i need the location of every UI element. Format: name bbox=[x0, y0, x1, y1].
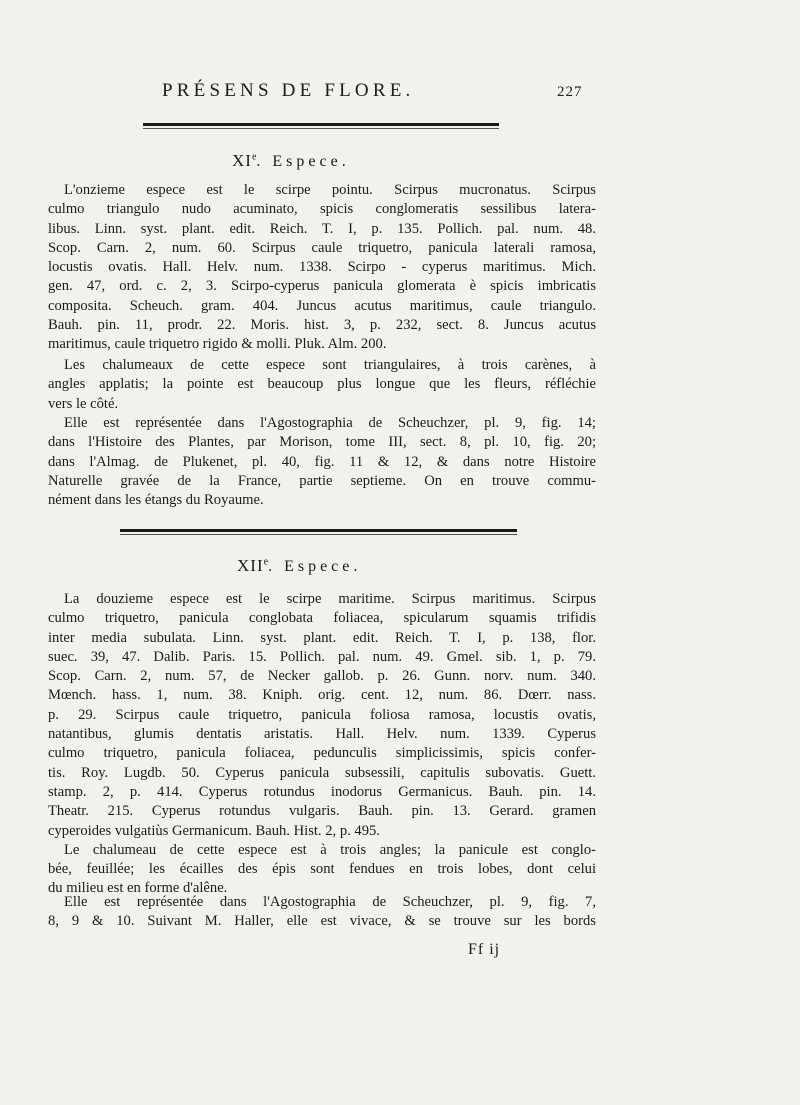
text-line: p. 29. Scirpus caule triquetro, panicula foliosa ramosa, locustis ovatis, bbox=[48, 706, 596, 723]
text-line: stamp. 2, p. 414. Cyperus rotundus inodorus Germanicus. Bauh. pin. 14. bbox=[48, 783, 596, 800]
text-line: Bauh. pin. 11, prodr. 22. Moris. hist. 3, p. 232, sect. 8. Juncus acutus bbox=[48, 317, 596, 334]
text-line: culmo triangulo nudo acuminato, spicis conglomeratis sessilibus latera- bbox=[48, 201, 596, 218]
section-number: XII bbox=[237, 556, 264, 575]
text-line: Les chalumeaux de cette espece sont triangulaires, à trois carènes, à bbox=[64, 357, 596, 373]
text-line: dans l'Histoire des Plantes, par Morison, tome III, sect. 8, pl. 10, fig. 20; bbox=[48, 434, 596, 451]
text-line: maritimus, caule triquetro rigido & molli. Pluk. Alm. 200. bbox=[48, 336, 387, 353]
text-line: Theatr. 215. Cyperus rotundus vulgaris. Bauh. pin. 13. Gerard. gramen bbox=[48, 803, 596, 820]
text-line: Mœnch. hass. 1, num. 38. Kniph. orig. cent. 12, num. 86. Dœrr. nass. bbox=[48, 687, 596, 704]
text-line: culmo triquetro, panicula foliacea, pedunculis simplicissimis, spicis confer- bbox=[48, 745, 596, 762]
section-heading-xii bbox=[237, 556, 361, 576]
text-line: tis. Roy. Lugdb. 50. Cyperus panicula subsessili, capitulis subovatis. Guett. bbox=[48, 764, 596, 781]
paragraph-xii-illustrations bbox=[48, 893, 596, 932]
text-line: L'onzieme espece est le scirpe pointu. Scirpus mucronatus. Scirpus bbox=[64, 182, 596, 198]
paragraph-xi-synonymy bbox=[48, 181, 596, 355]
text-line: libus. Linn. syst. plant. edit. Reich. T. I, p. 135. Pollich. pal. num. 48. bbox=[48, 220, 596, 237]
section-number: XI bbox=[232, 151, 252, 170]
text-line: nément dans les étangs du Royaume. bbox=[48, 492, 264, 509]
text-line: Le chalumeau de cette espece est à trois angles; la panicule est conglo- bbox=[64, 841, 596, 858]
text-line: angles applatis; la pointe est beaucoup plus longue que les fleurs, réfléchie bbox=[48, 376, 596, 393]
text-line: suec. 39, 47. Dalib. Paris. 15. Pollich. pal. num. 49. Gmel. sib. 1, p. 79. bbox=[48, 648, 596, 665]
paragraph-xi-illustrations bbox=[48, 414, 596, 510]
text-line: du milieu est en forme d'alêne. bbox=[48, 880, 228, 897]
running-head: PRÉSENS DE FLORE. bbox=[162, 80, 415, 101]
text-line: Scop. Carn. 2, num. 60. Scirpus caule triquetro, panicula laterali ramosa, bbox=[48, 239, 596, 256]
section-heading-xi bbox=[232, 151, 350, 171]
ordinal-suffix: e bbox=[263, 556, 269, 568]
section-rule bbox=[120, 529, 517, 532]
text-line: gen. 47, ord. c. 2, 3. Scirpo-cyperus panicula glomerata è spicis imbricatis bbox=[48, 278, 596, 295]
paragraph-xi-description bbox=[48, 356, 596, 414]
ordinal-suffix: e bbox=[251, 151, 257, 163]
text-line: Scop. Carn. 2, num. 57, de Necker gallob. p. 26. Gunn. norv. num. 340. bbox=[48, 668, 596, 685]
section-word: . Espece. bbox=[256, 153, 350, 170]
page-number: 227 bbox=[557, 84, 583, 100]
text-line: Naturelle gravée de la France, partie septieme. On en trouve commu- bbox=[48, 472, 596, 489]
section-word: . Espece. bbox=[268, 558, 362, 575]
text-line: 8, 9 & 10. Suivant M. Haller, elle est vivace, & se trouve sur les bords bbox=[48, 913, 596, 930]
text-line: Elle est représentée dans l'Agostographia de Scheuchzer, pl. 9, fig. 14; bbox=[64, 415, 596, 431]
text-line: culmo triquetro, panicula conglobata foliacea, spicularum squamis trifidis bbox=[48, 610, 596, 627]
paragraph-xii-synonymy bbox=[48, 590, 596, 899]
text-line: natantibus, glumis dentatis aristatis. Hall. Helv. num. 1339. Cyperus bbox=[48, 726, 596, 743]
text-line: bée, feuillée; les écailles des épis sont fendues en trois lobes, dont celui bbox=[48, 861, 596, 878]
header-rule bbox=[143, 123, 499, 126]
text-line: inter media subulata. Linn. syst. plant. edit. Reich. T. I, p. 138, flor. bbox=[48, 629, 596, 646]
signature-mark: Ff ij bbox=[468, 941, 501, 958]
text-line: composita. Scheuch. gram. 404. Juncus acutus maritimus, caule triangulo. bbox=[48, 297, 596, 314]
text-line: Elle est représentée dans l'Agostographia de Scheuchzer, pl. 9, fig. 7, bbox=[64, 894, 596, 910]
text-line: vers le côté. bbox=[48, 395, 119, 412]
text-line: La douzieme espece est le scirpe maritime. Scirpus maritimus. Scirpus bbox=[64, 591, 596, 607]
text-line: dans l'Almag. de Plukenet, pl. 40, fig. 11 & 12, & dans notre Histoire bbox=[48, 453, 596, 470]
text-line: locustis ovatis. Hall. Helv. num. 1338. Scirpo - cyperus maritimus. Mich. bbox=[48, 259, 596, 276]
text-line: cyperoides vulgatiùs Germanicum. Bauh. Hist. 2, p. 495. bbox=[48, 822, 380, 839]
